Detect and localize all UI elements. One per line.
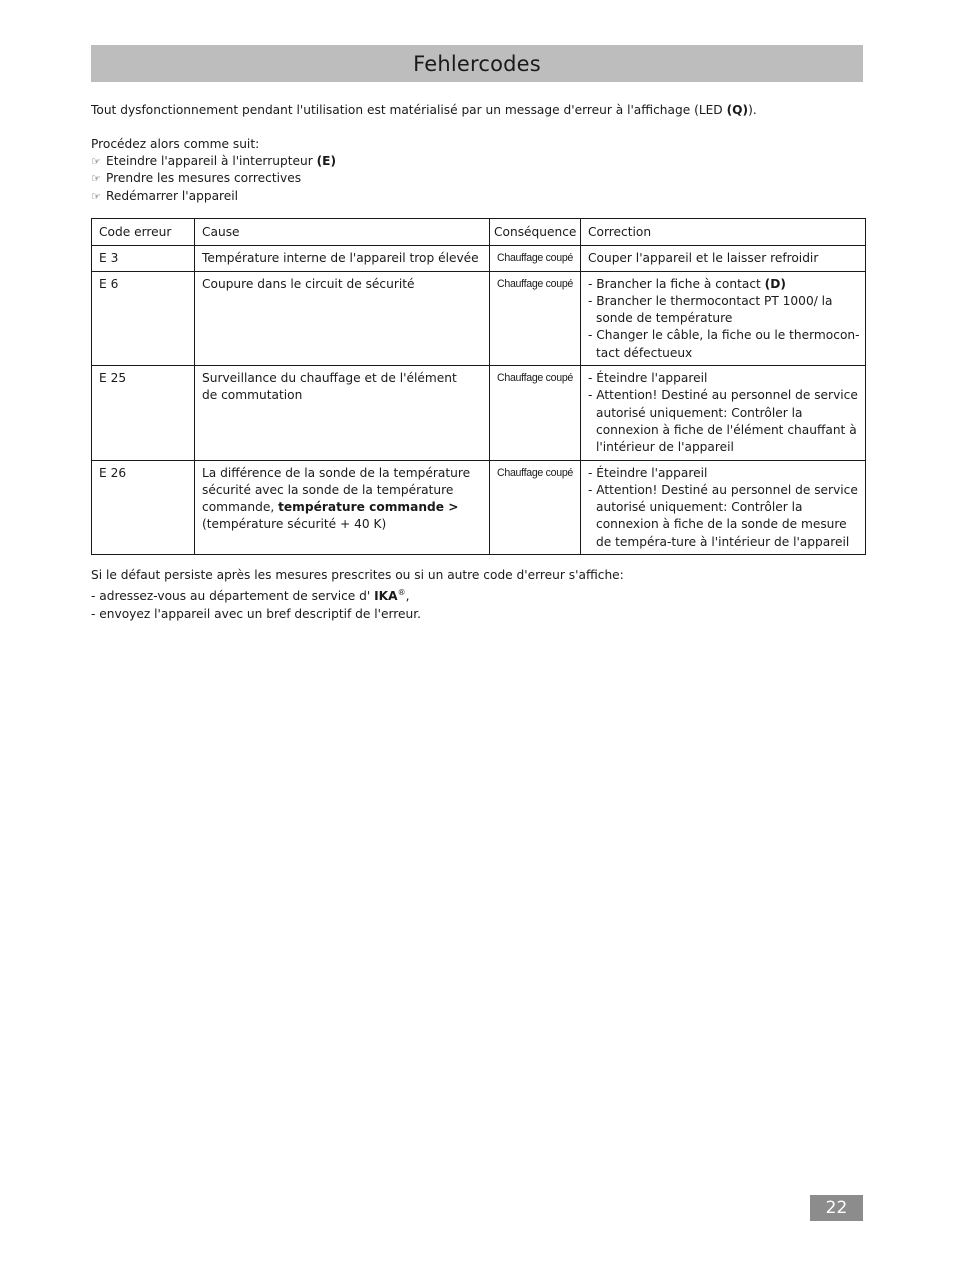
pointing-hand-icon: ☞ — [91, 189, 101, 203]
brand-name: IKA — [374, 589, 398, 604]
title-bar — [91, 45, 863, 82]
error-code: E 6 — [92, 271, 195, 365]
error-code: E 25 — [92, 366, 195, 460]
pointing-hand-icon: ☞ — [91, 172, 101, 186]
step-text: Prendre les mesures correctives — [106, 171, 302, 186]
error-codes-table — [91, 218, 866, 555]
error-correction — [581, 271, 866, 365]
error-consequence: Chauffage coupé — [490, 271, 581, 365]
header-consequence: Conséquence — [490, 219, 581, 246]
registered-mark: ® — [397, 588, 406, 598]
cause-text: La différence de la sonde de la température sécurité avec la sonde de la température commande, — [202, 465, 471, 515]
footer-text: , — [405, 589, 410, 604]
header-cause: Cause — [195, 219, 490, 246]
page-title: Fehlercodes — [413, 51, 541, 76]
table-row — [92, 246, 866, 271]
correction-line: - Brancher le thermocontact PT 1000/ la sonde de température — [588, 293, 833, 326]
step-item — [91, 153, 336, 170]
footer-text: - adressez-vous au département de service d' — [91, 589, 375, 604]
correction-line: - Éteindre l'appareil — [588, 465, 708, 480]
intro-text: Tout dysfonctionnement pendant l'utilisation est matérialisé par un message d'erreur à l'affichage (LED — [91, 103, 727, 117]
pointing-hand-icon: ☞ — [91, 155, 101, 169]
error-cause: Température interne de l'appareil trop élevée — [195, 246, 490, 271]
error-correction — [581, 366, 866, 460]
step-text: Eteindre l'appareil à l'interrupteur — [106, 154, 317, 169]
step-switch-ref: (E) — [316, 154, 337, 169]
steps-heading: Procédez alors comme suit: — [91, 137, 260, 151]
intro-led-ref: (Q) — [726, 103, 749, 117]
error-consequence: Chauffage coupé — [490, 460, 581, 554]
footer-line: Si le défaut persiste après les mesures prescrites ou si un autre code d'erreur s'affiche: — [91, 568, 624, 582]
page-number: 22 — [810, 1195, 863, 1221]
header-code: Code erreur — [92, 219, 195, 246]
table-row — [92, 460, 866, 554]
procedure-steps — [91, 136, 336, 205]
table-row — [92, 366, 866, 460]
error-cause — [195, 460, 490, 554]
correction-line: - Brancher la fiche à contact — [588, 276, 765, 291]
intro-paragraph — [91, 102, 757, 119]
header-correction: Correction — [581, 219, 866, 246]
correction-line: - Attention! Destiné au personnel de service autorisé uniquement: Contrôler la connexion à fiche de la sonde de mesure de tempéra-ture à l'intérieur de l'appareil — [588, 482, 858, 549]
error-correction: Couper l'appareil et le laisser refroidir — [581, 246, 866, 271]
footer-note — [91, 567, 624, 623]
error-cause — [195, 366, 490, 460]
correction-line: - Attention! Destiné au personnel de service autorisé uniquement: Contrôler la connexion à fiche de l'élément chauffant à l'intérieur de l'appareil — [588, 388, 858, 455]
table-header-row — [92, 219, 866, 246]
step-item — [91, 170, 336, 187]
intro-text-end: ). — [748, 103, 757, 117]
error-code: E 26 — [92, 460, 195, 554]
error-consequence: Chauffage coupé — [490, 246, 581, 271]
error-correction — [581, 460, 866, 554]
footer-line — [91, 584, 624, 605]
error-cause: Coupure dans le circuit de sécurité — [195, 271, 490, 365]
correction-line: - Changer le câble, la fiche ou le thermocon-tact défectueux — [588, 328, 860, 360]
correction-line: - Éteindre l'appareil — [588, 371, 708, 386]
step-item — [91, 188, 336, 205]
contact-plug-ref: (D) — [764, 276, 786, 291]
cause-bold: température commande > — [278, 500, 459, 515]
error-consequence: Chauffage coupé — [490, 366, 581, 460]
table-row — [92, 271, 866, 365]
step-text: Redémarrer l'appareil — [106, 188, 239, 203]
cause-tail: (température sécurité + 40 K) — [202, 517, 387, 532]
footer-line: - envoyez l'appareil avec un bref descriptif de l'erreur. — [91, 606, 422, 621]
cause-line: Surveillance du chauffage et de l'élément — [202, 371, 457, 386]
cause-line: de commutation — [202, 388, 303, 403]
error-code: E 3 — [92, 246, 195, 271]
